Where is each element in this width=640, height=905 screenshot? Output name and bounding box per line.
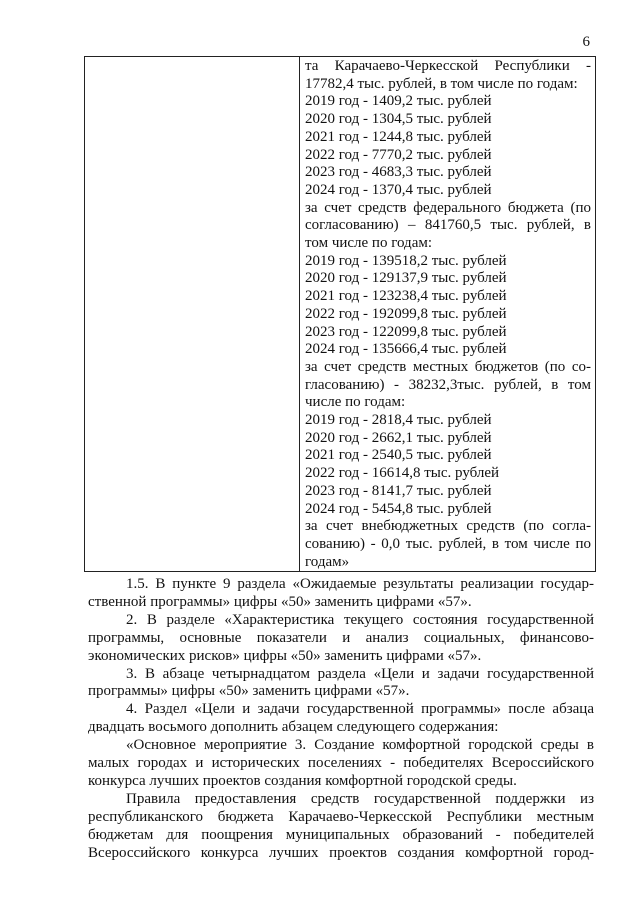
table-text-line: 2019 год - 139518,2 тыс. рублей	[305, 252, 507, 269]
body-text-line: 3. В абзаце четырнадцатом раздела «Цели и задачи государственной	[126, 665, 594, 682]
table-text-line: 2024 год - 5454,8 тыс. рублей	[305, 500, 492, 517]
table-text-line: за счет внебюджетных средств (по согла-	[305, 518, 591, 535]
table-text-line: годам»	[305, 553, 350, 570]
table-text-line: сованию) - 0,0 тыс. рублей, в том числе по	[305, 535, 591, 552]
table-text-line: 17782,4 тыс. рублей, в том числе по годам:	[305, 75, 578, 92]
table-text-line: 2023 год - 122099,8 тыс. рублей	[305, 323, 507, 340]
table-text-line: 2023 год - 8141,7 тыс. рублей	[305, 482, 492, 499]
table-text-line: 2020 год - 129137,9 тыс. рублей	[305, 270, 507, 287]
table-text-line: 2021 год - 123238,4 тыс. рублей	[305, 288, 507, 305]
table-row	[85, 57, 596, 572]
table-text-line: гласованию) - 38232,3тыс. рублей, в том	[305, 376, 591, 393]
body-text-line: республиканского бюджета Карачаево-Черкесской Республики местным	[88, 808, 594, 825]
body-text-line: Правила предоставления средств государственной поддержки из	[126, 790, 594, 807]
body-text-line: 1.5. В пункте 9 раздела «Ожидаемые результаты реализации государ-	[126, 576, 594, 592]
table-text-line: 2019 год - 2818,4 тыс. рублей	[305, 412, 492, 429]
table-text-line: 2024 год - 135666,4 тыс. рублей	[305, 341, 507, 358]
page-number: 6	[582, 34, 590, 50]
table-text-line: 2021 год - 1244,8 тыс. рублей	[305, 128, 492, 145]
body-text-line: программы, основные показатели и анализ социальных, финансово-	[88, 629, 594, 646]
table-text-line: 2022 год - 7770,2 тыс. рублей	[305, 146, 492, 163]
body-text-line: конкурса лучших проектов создания комфортной городской среды.	[88, 772, 517, 789]
body-text-line: двадцать восьмого дополнить абзацем следующего содержания:	[88, 719, 499, 736]
table-text-line: 2021 год - 2540,5 тыс. рублей	[305, 447, 492, 464]
funding-text	[305, 58, 591, 571]
table-text-line: 2020 год - 2662,1 тыс. рублей	[305, 429, 492, 446]
document-body	[88, 576, 594, 863]
body-text-line: малых городах и исторических поселениях - победителях Всероссийского	[88, 755, 594, 772]
table-left-cell	[85, 57, 300, 572]
table-text-line: 2022 год - 16614,8 тыс. рублей	[305, 465, 500, 482]
body-text-line: бюджетам для поощрения муниципальных образований - победителей	[88, 826, 594, 843]
body-text-line: ственной программы» цифры «50» заменить цифрами «57».	[88, 593, 472, 610]
body-text-line: 4. Раздел «Цели и задачи государственной программы» после абзаца	[126, 701, 594, 718]
table-text-line: за счет средств федерального бюджета (по	[305, 199, 591, 216]
table-right-cell	[300, 57, 596, 572]
table-text-line: согласованию) – 841760,5 тыс. рублей, в	[305, 217, 591, 234]
table-text-line: 2020 год - 1304,5 тыс. рублей	[305, 111, 492, 128]
funding-table	[84, 56, 596, 572]
table-text-line: 2023 год - 4683,3 тыс. рублей	[305, 164, 492, 181]
body-text-line: экономических рисков» цифры «50» заменить цифрами «57».	[88, 647, 482, 664]
table-text-line: за счет средств местных бюджетов (по со-	[305, 358, 591, 375]
body-text-line: Всероссийского конкурса лучших проектов создания комфортной город-	[88, 844, 594, 861]
table-text-line: числе по годам:	[305, 394, 406, 411]
table-text-line: 2019 год - 1409,2 тыс. рублей	[305, 93, 492, 110]
body-text-line: 2. В разделе «Характеристика текущего состояния государственной	[126, 611, 594, 628]
table-text-line: та Карачаево-Черкесской Республики -	[305, 58, 591, 74]
body-text-line: программы» цифры «50» заменить цифрами «57».	[88, 683, 410, 700]
table-text-line: 2022 год - 192099,8 тыс. рублей	[305, 305, 507, 322]
table-text-line: том числе по годам:	[305, 235, 433, 252]
table-text-line: 2024 год - 1370,4 тыс. рублей	[305, 181, 492, 198]
body-text-line: «Основное мероприятие 3. Создание комфортной городской среды в	[126, 737, 594, 754]
